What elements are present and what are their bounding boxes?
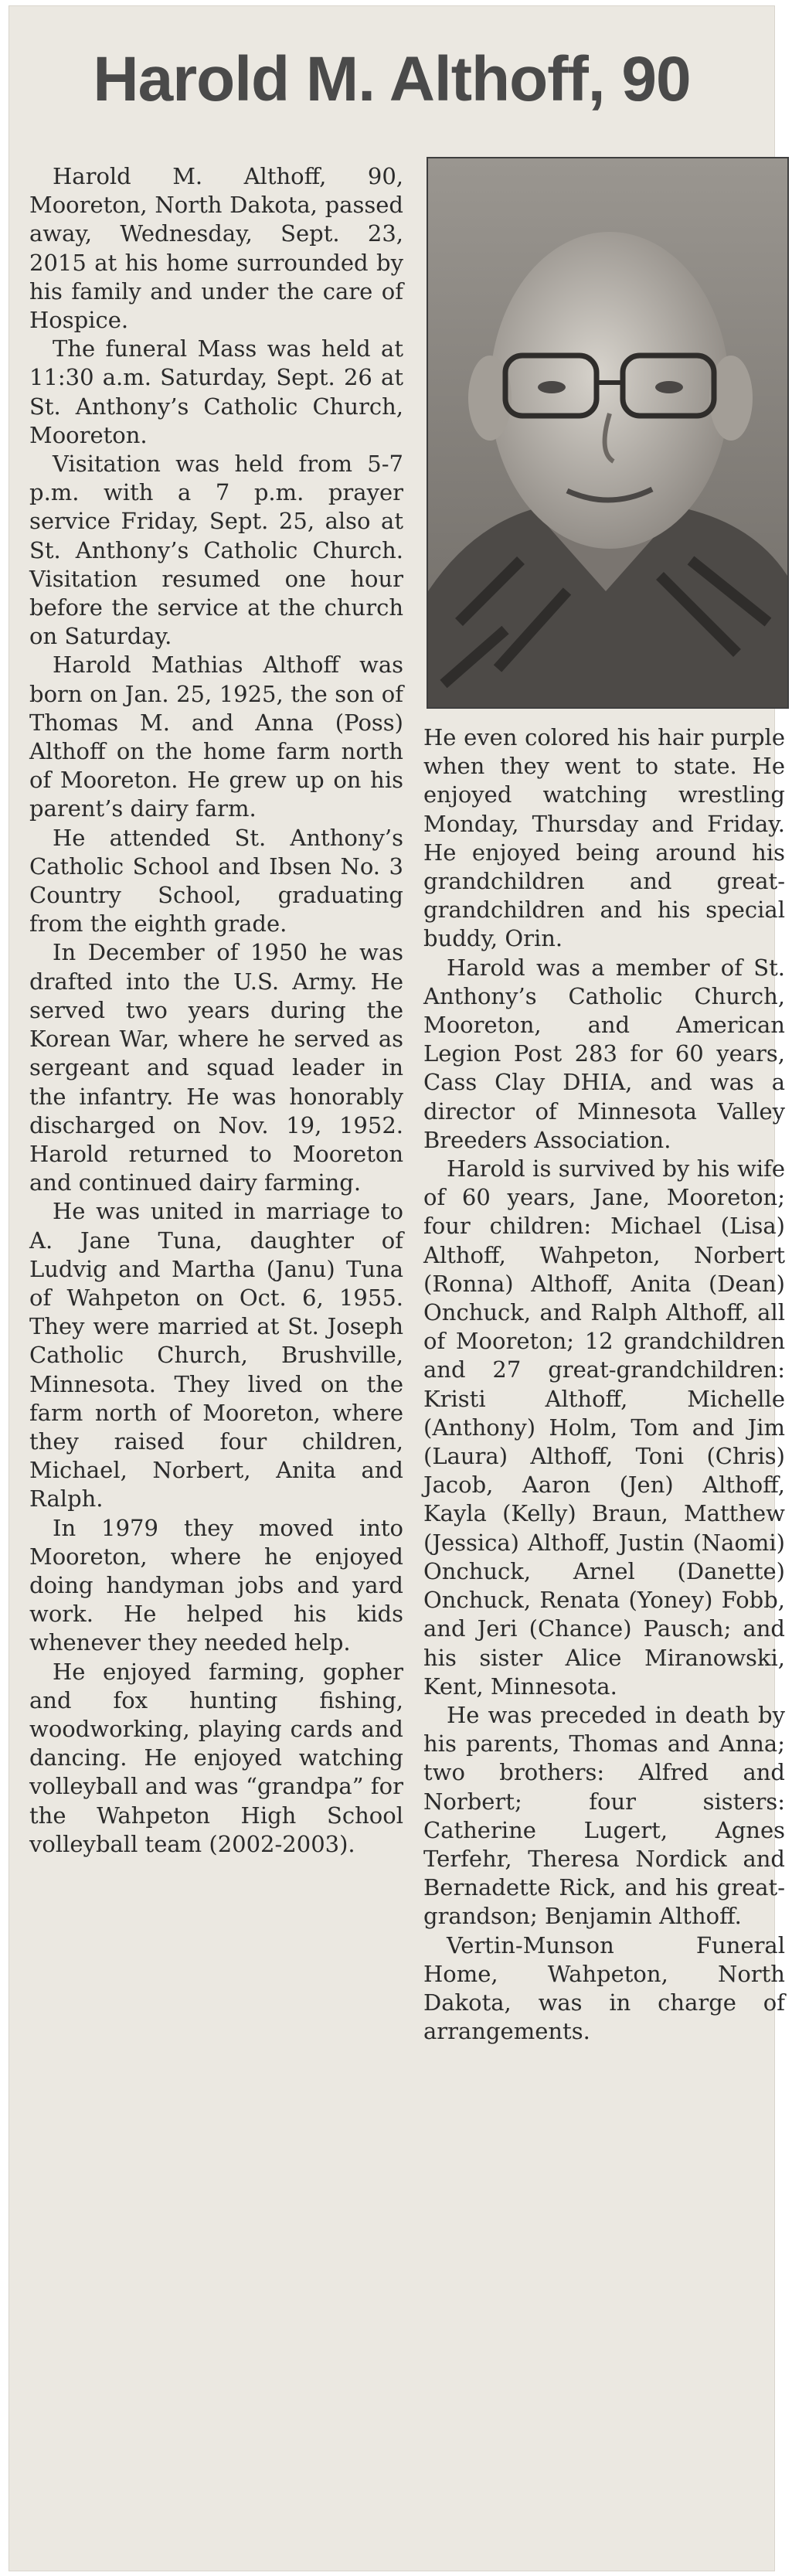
paragraph: He attended St. Anthony’s Catholic School and Ibsen No. 3 Country School, graduating from the eighth grade. bbox=[29, 824, 403, 938]
paragraph: Harold M. Althoff, 90, Mooreton, North Dakota, passed away, Wednesday, Sept. 23, 2015 at his home surrounded by his family and under the care of Hospice. bbox=[29, 163, 403, 334]
paragraph: Harold is survived by his wife of 60 years, Jane, Mooreton; four children: Michael (Lisa) Althoff, Wahpeton, Norbert (Ronna) Althoff, Anita (Dean) Onchuck, and Ralph Althoff, all of Mooreton; 12 grandchildren and 27 great-grandchildren: Kristi Althoff, Michelle (Anthony) Holm, Tom and Jim (Laura) Althoff, Toni (Chris) Jacob, Aaron (Jen) Althoff, Kayla (Kelly) Braun, Matthew (Jessica) Althoff, Justin (Naomi) Onchuck, Arnel (Danette) Onchuck, Renata (Yoney) Fobb, and Jeri (Chance) Pausch; and his sister Alice Miranowski, Kent, Minnesota. bbox=[423, 1155, 785, 1700]
paragraph: In 1979 they moved into Mooreton, where he enjoyed doing handyman jobs and yard work. He helped his kids whenever they needed help. bbox=[29, 1514, 403, 1656]
paragraph: He enjoyed farming, gopher and fox hunting fishing, woodworking, playing cards and dancing. He enjoyed watching volleyball and was “grandpa” for the Wahpeton High School volleyball team (2002-2003). bbox=[29, 1658, 403, 1857]
portrait-illustration bbox=[428, 158, 787, 707]
portrait-photo bbox=[427, 157, 789, 709]
paragraph: Visitation was held from 5-7 p.m. with a 7 p.m. prayer service Friday, Sept. 25, also at St. Anthony’s Catholic Church. Visitation resumed one hour before the service at the church on Saturday. bbox=[29, 451, 403, 650]
paragraph: Harold was a member of St. Anthony’s Catholic Church, Mooreton, and American Legion Post 283 for 60 years, Cass Clay DHIA, and was a director of Minnesota Valley Breeders Association. bbox=[423, 954, 785, 1153]
obituary-column-left bbox=[29, 162, 403, 2558]
obituary-clipping bbox=[9, 6, 785, 2571]
paragraph: Vertin-Munson Funeral Home, Wahpeton, North Dakota, was in charge of arrangements. bbox=[423, 1931, 785, 2045]
paragraph: He even colored his hair purple when they went to state. He enjoyed watching wrestling Monday, Thursday and Friday. He enjoyed being around his grandchildren and great-grandchildren and his special buddy, Orin. bbox=[423, 724, 785, 952]
paragraph: The funeral Mass was held at 11:30 a.m. Saturday, Sept. 26 at St. Anthony’s Catholic Church, Mooreton. bbox=[29, 335, 403, 448]
obituary-headline: Harold M. Althoff, 90 bbox=[93, 44, 691, 114]
paragraph: In December of 1950 he was drafted into the U.S. Army. He served two years during the Korean War, where he served as sergeant and squad leader in the infantry. He was honorably discharged on Nov. 19, 1952. Harold returned to Mooreton and continued dairy farming. bbox=[29, 939, 403, 1196]
paragraph: He was united in marriage to A. Jane Tuna, daughter of Ludvig and Martha (Janu) Tuna of Wahpeton on Oct. 6, 1955. They were married at St. Joseph Catholic Church, Brushville, Minnesota. They lived on the farm north of Mooreton, where they raised four children, Michael, Norbert, Anita and Ralph. bbox=[29, 1198, 403, 1513]
paragraph: He was preceded in death by his parents, Thomas and Anna; two brothers: Alfred and Norbert; four sisters: Catherine Lugert, Agnes Terfehr, Theresa Nordick and Bernadette Rick, and his great-grandson; Benjamin Althoff. bbox=[423, 1701, 785, 1930]
obituary-column-right bbox=[423, 723, 785, 2563]
paragraph: Harold Mathias Althoff was born on Jan. 25, 1925, the son of Thomas M. and Anna (Poss) Althoff on the home farm north of Mooreton. He grew up on his parent’s dairy farm. bbox=[29, 652, 403, 822]
